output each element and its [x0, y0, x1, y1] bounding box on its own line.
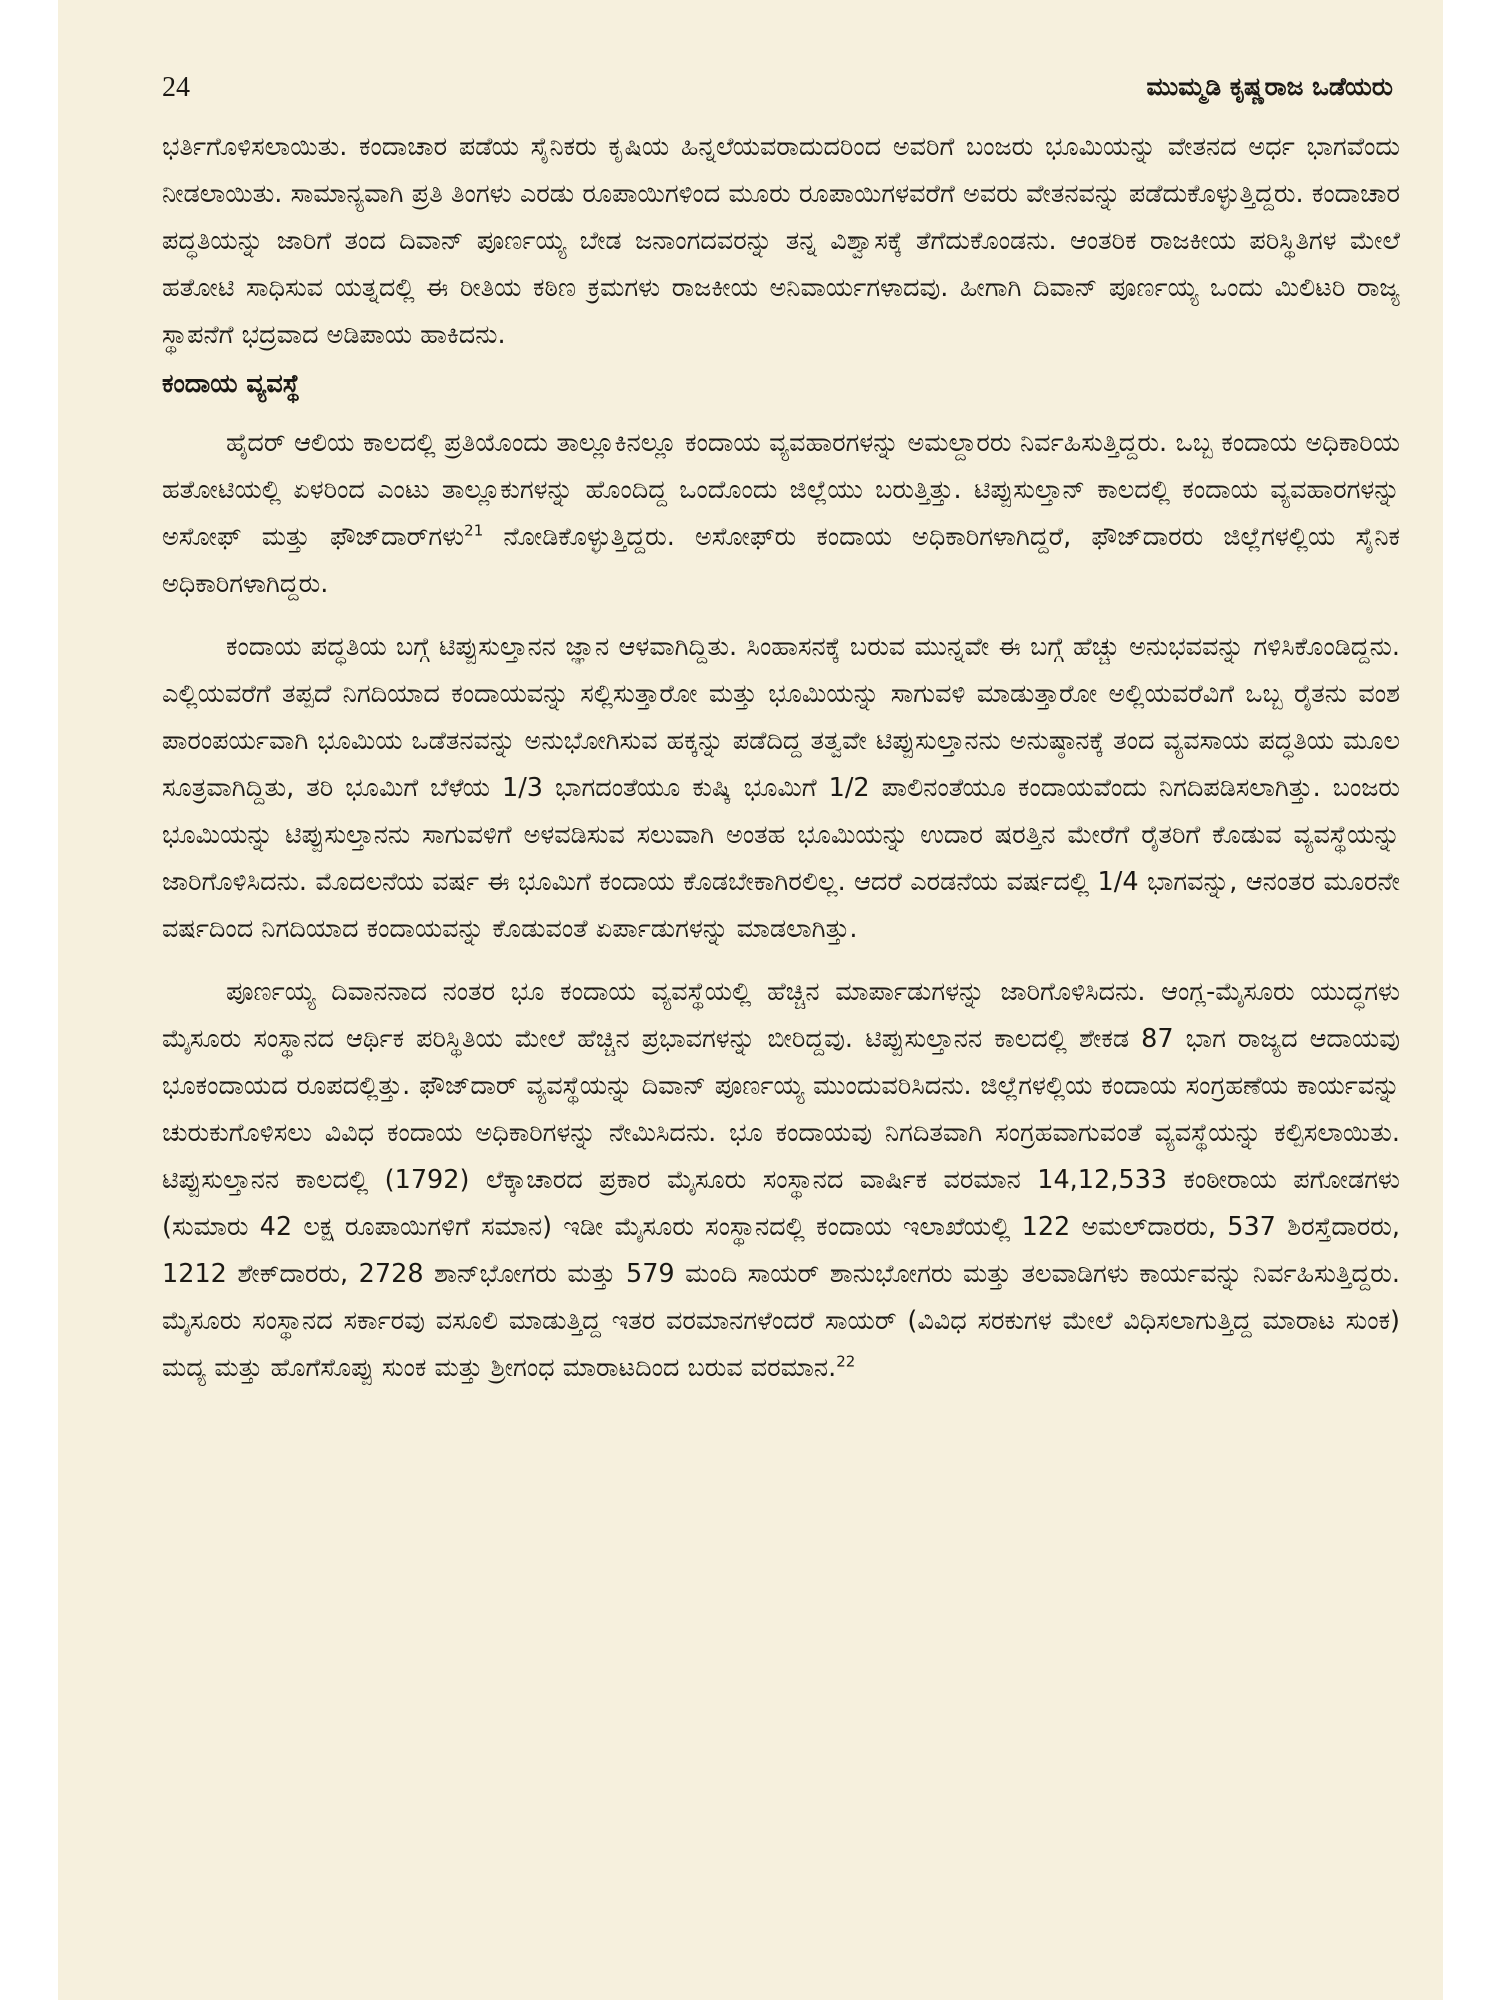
- paragraph-text: ನೋಡಿಕೊಳ್ಳುತ್ತಿದ್ದರು. ಅಸೋಫ್‌ರು ಕಂದಾಯ ಅಧಿಕಾರಿಗಳಾಗಿದ್ದರೆ, ಫೌಜ್‌ದಾರರು ಜಿಲ್ಲೆಗಳಲ್ಲಿಯ ಸೈನಿಕ ಅಧಿಕಾರಿಗಳಾಗಿದ್ದರು.: [162, 522, 1400, 599]
- book-page: [58, 0, 1443, 2000]
- section-heading: ಕಂದಾಯ ವ್ಯವಸ್ಥೆ: [162, 369, 300, 399]
- paragraph: [162, 969, 1400, 1392]
- page-header: [108, 72, 1393, 112]
- paragraph: ಭರ್ತಿಗೊಳಿಸಲಾಯಿತು. ಕಂದಾಚಾರ ಪಡೆಯ ಸೈನಿಕರು ಕೃಷಿಯ ಹಿನ್ನಲೆಯವರಾದುದರಿಂದ ಅವರಿಗೆ ಬಂಜರು ಭೂಮಿಯನ್ನು ವೇತನದ ಅರ್ಧ ಭಾಗವೆಂದು ನೀಡಲಾಯಿತು. ಸಾಮಾನ್ಯವಾಗಿ ಪ್ರತಿ ತಿಂಗಳು ಎರಡು ರೂಪಾಯಿಗಳಿಂದ ಮೂರು ರೂಪಾಯಿಗಳವರೆಗೆ ಅವರು ವೇತನವನ್ನು ಪಡೆದುಕೊಳ್ಳುತ್ತಿದ್ದರು. ಕಂದಾಚಾರ ಪದ್ಧತಿಯನ್ನು ಜಾರಿಗೆ ತಂದ ದಿವಾನ್ ಪೂರ್ಣಯ್ಯ ಬೇಡ ಜನಾಂಗದವರನ್ನು ತನ್ನ ವಿಶ್ವಾಸಕ್ಕೆ ತೆಗೆದುಕೊಂಡನು. ಆಂತರಿಕ ರಾಜಕೀಯ ಪರಿಸ್ಥಿತಿಗಳ ಮೇಲೆ ಹತೋಟಿ ಸಾಧಿಸುವ ಯತ್ನದಲ್ಲಿ ಈ ರೀತಿಯ ಕಠಿಣ ಕ್ರಮಗಳು ರಾಜಕೀಯ ಅನಿವಾರ್ಯಗಳಾದವು. ಹೀಗಾಗಿ ದಿವಾನ್ ಪೂರ್ಣಯ್ಯ ಒಂದು ಮಿಲಿಟರಿ ರಾಜ್ಯ ಸ್ಥಾಪನೆಗೆ ಭದ್ರವಾದ ಅಡಿಪಾಯ ಹಾಕಿದನು.: [162, 132, 1400, 350]
- page-number: 24: [162, 72, 190, 103]
- paragraph-text: ಹೈದರ್ ಆಲಿಯ ಕಾಲದಲ್ಲಿ ಪ್ರತಿಯೊಂದು ತಾಲ್ಲೂಕಿನಲ್ಲೂ ಕಂದಾಯ ವ್ಯವಹಾರಗಳನ್ನು ಅಮಲ್ದಾರರು ನಿರ್ವಹಿಸುತ್ತಿದ್ದರು. ಒಬ್ಬ ಕಂದಾಯ ಅಧಿಕಾರಿಯ ಹತೋಟಿಯಲ್ಲಿ ಏಳರಿಂದ ಎಂಟು ತಾಲ್ಲೂಕುಗಳನ್ನು ಹೊಂದಿದ್ದ ಒಂದೊಂದು ಜಿಲ್ಲೆಯು ಬರುತ್ತಿತ್ತು. ಟಿಪ್ಪುಸುಲ್ತಾನ್ ಕಾಲದಲ್ಲಿ ಕಂದಾಯ ವ್ಯವಹಾರಗಳನ್ನು ಅಸೋಫ್ ಮತ್ತು ಫೌಜ್‌ದಾರ್‌ಗಳು: [162, 428, 1400, 552]
- page-body: [162, 124, 1400, 1392]
- footnote-marker: 21: [464, 521, 484, 540]
- paragraph: [162, 420, 1400, 608]
- paragraph: ಕಂದಾಯ ಪದ್ಧತಿಯ ಬಗ್ಗೆ ಟಿಪ್ಪುಸುಲ್ತಾನನ ಜ್ಞಾನ ಆಳವಾಗಿದ್ದಿತು. ಸಿಂಹಾಸನಕ್ಕೆ ಬರುವ ಮುನ್ನವೇ ಈ ಬಗ್ಗೆ ಹೆಚ್ಚು ಅನುಭವವನ್ನು ಗಳಿಸಿಕೊಂಡಿದ್ದನು. ಎಲ್ಲಿಯವರೆಗೆ ತಪ್ಪದೆ ನಿಗದಿಯಾದ ಕಂದಾಯವನ್ನು ಸಲ್ಲಿಸುತ್ತಾರೋ ಮತ್ತು ಭೂಮಿಯನ್ನು ಸಾಗುವಳಿ ಮಾಡುತ್ತಾರೋ ಅಲ್ಲಿಯವರೆವಿಗೆ ಒಬ್ಬ ರೈತನು ವಂಶ ಪಾರಂಪರ್ಯವಾಗಿ ಭೂಮಿಯ ಒಡೆತನವನ್ನು ಅನುಭೋಗಿಸುವ ಹಕ್ಕನ್ನು ಪಡೆದಿದ್ದ ತತ್ವವೇ ಟಿಪ್ಪುಸುಲ್ತಾನನು ಅನುಷ್ಠಾನಕ್ಕೆ ತಂದ ವ್ಯವಸಾಯ ಪದ್ಧತಿಯ ಮೂಲ ಸೂತ್ರವಾಗಿದ್ದಿತು, ತರಿ ಭೂಮಿಗೆ ಬೆಳೆಯ 1/3 ಭಾಗದಂತೆಯೂ ಕುಷ್ಕಿ ಭೂಮಿಗೆ 1/2 ಪಾಲಿನಂತೆಯೂ ಕಂದಾಯವೆಂದು ನಿಗದಿಪಡಿಸಲಾಗಿತ್ತು. ಬಂಜರು ಭೂಮಿಯನ್ನು ಟಿಪ್ಪುಸುಲ್ತಾನನು ಸಾಗುವಳಿಗೆ ಅಳವಡಿಸುವ ಸಲುವಾಗಿ ಅಂತಹ ಭೂಮಿಯನ್ನು ಉದಾರ ಷರತ್ತಿನ ಮೇರೆಗೆ ರೈತರಿಗೆ ಕೊಡುವ ವ್ಯವಸ್ಥೆಯನ್ನು ಜಾರಿಗೊಳಿಸಿದನು. ಮೊದಲನೆಯ ವರ್ಷ ಈ ಭೂಮಿಗೆ ಕಂದಾಯ ಕೊಡಬೇಕಾಗಿರಲಿಲ್ಲ. ಆದರೆ ಎರಡನೆಯ ವರ್ಷದಲ್ಲಿ 1/4 ಭಾಗವನ್ನು, ಆನಂತರ ಮೂರನೇ ವರ್ಷದಿಂದ ನಿಗದಿಯಾದ ಕಂದಾಯವನ್ನು ಕೊಡುವಂತೆ ಏರ್ಪಾಡುಗಳನ್ನು ಮಾಡಲಾಗಿತ್ತು.: [162, 632, 1400, 944]
- paragraph-text: ಪೂರ್ಣಯ್ಯ ದಿವಾನನಾದ ನಂತರ ಭೂ ಕಂದಾಯ ವ್ಯವಸ್ಥೆಯಲ್ಲಿ ಹೆಚ್ಚಿನ ಮಾರ್ಪಾಡುಗಳನ್ನು ಜಾರಿಗೊಳಿಸಿದನು. ಆಂಗ್ಲ-ಮೈಸೂರು ಯುದ್ಧಗಳು ಮೈಸೂರು ಸಂಸ್ಥಾನದ ಆರ್ಥಿಕ ಪರಿಸ್ಥಿತಿಯ ಮೇಲೆ ಹೆಚ್ಚಿನ ಪ್ರಭಾವಗಳನ್ನು ಬೀರಿದ್ದವು. ಟಿಪ್ಪುಸುಲ್ತಾನನ ಕಾಲದಲ್ಲಿ ಶೇಕಡ 87 ಭಾಗ ರಾಜ್ಯದ ಆದಾಯವು ಭೂಕಂದಾಯದ ರೂಪದಲ್ಲಿತ್ತು. ಫೌಜ್‌ದಾರ್ ವ್ಯವಸ್ಥೆಯನ್ನು ದಿವಾನ್ ಪೂರ್ಣಯ್ಯ ಮುಂದುವರಿಸಿದನು. ಜಿಲ್ಲೆಗಳಲ್ಲಿಯ ಕಂದಾಯ ಸಂಗ್ರಹಣೆಯ ಕಾರ್ಯವನ್ನು ಚುರುಕುಗೊಳಿಸಲು ವಿವಿಧ ಕಂದಾಯ ಅಧಿಕಾರಿಗಳನ್ನು ನೇಮಿಸಿದನು. ಭೂ ಕಂದಾಯವು ನಿಗದಿತವಾಗಿ ಸಂಗ್ರಹವಾಗುವಂತೆ ವ್ಯವಸ್ಥೆಯನ್ನು ಕಲ್ಪಿಸಲಾಯಿತು. ಟಿಪ್ಪುಸುಲ್ತಾನನ ಕಾಲದಲ್ಲಿ (1792) ಲೆಕ್ಕಾಚಾರದ ಪ್ರಕಾರ ಮೈಸೂರು ಸಂಸ್ಥಾನದ ವಾರ್ಷಿಕ ವರಮಾನ 14,12,533 ಕಂಠೀರಾಯ ಪಗೋಡಗಳು (ಸುಮಾರು 42 ಲಕ್ಷ ರೂಪಾಯಿಗಳಿಗೆ ಸಮಾನ) ಇಡೀ ಮೈಸೂರು ಸಂಸ್ಥಾನದಲ್ಲಿ ಕಂದಾಯ ಇಲಾಖೆಯಲ್ಲಿ 122 ಅಮಲ್‌ದಾರರು, 537 ಶಿರಸ್ತೆದಾರರು, 1212 ಶೇಕ್‌ದಾರರು, 2728 ಶಾನ್‌ಭೋಗರು ಮತ್ತು 579 ಮಂದಿ ಸಾಯರ್ ಶಾನುಭೋಗರು ಮತ್ತು ತಲವಾಡಿಗಳು ಕಾರ್ಯವನ್ನು ನಿರ್ವಹಿಸುತ್ತಿದ್ದರು. ಮೈಸೂರು ಸಂಸ್ಥಾನದ ಸರ್ಕಾರವು ವಸೂಲಿ ಮಾಡುತ್ತಿದ್ದ ಇತರ ವರಮಾನಗಳೆಂದರೆ ಸಾಯರ್ (ವಿವಿಧ ಸರಕುಗಳ ಮೇಲೆ ವಿಧಿಸಲಾಗುತ್ತಿದ್ದ ಮಾರಾಟ ಸುಂಕ) ಮದ್ಯ ಮತ್ತು ಹೊಗೆಸೊಪ್ಪು ಸುಂಕ ಮತ್ತು ಶ್ರೀಗಂಧ ಮಾರಾಟದಿಂದ ಬರುವ ವರಮಾನ.: [162, 977, 1400, 1383]
- footnote-marker: 22: [836, 1352, 856, 1371]
- running-head: ಮುಮ್ಮಡಿ ಕೃಷ್ಣರಾಜ ಒಡೆಯರು: [1146, 72, 1393, 101]
